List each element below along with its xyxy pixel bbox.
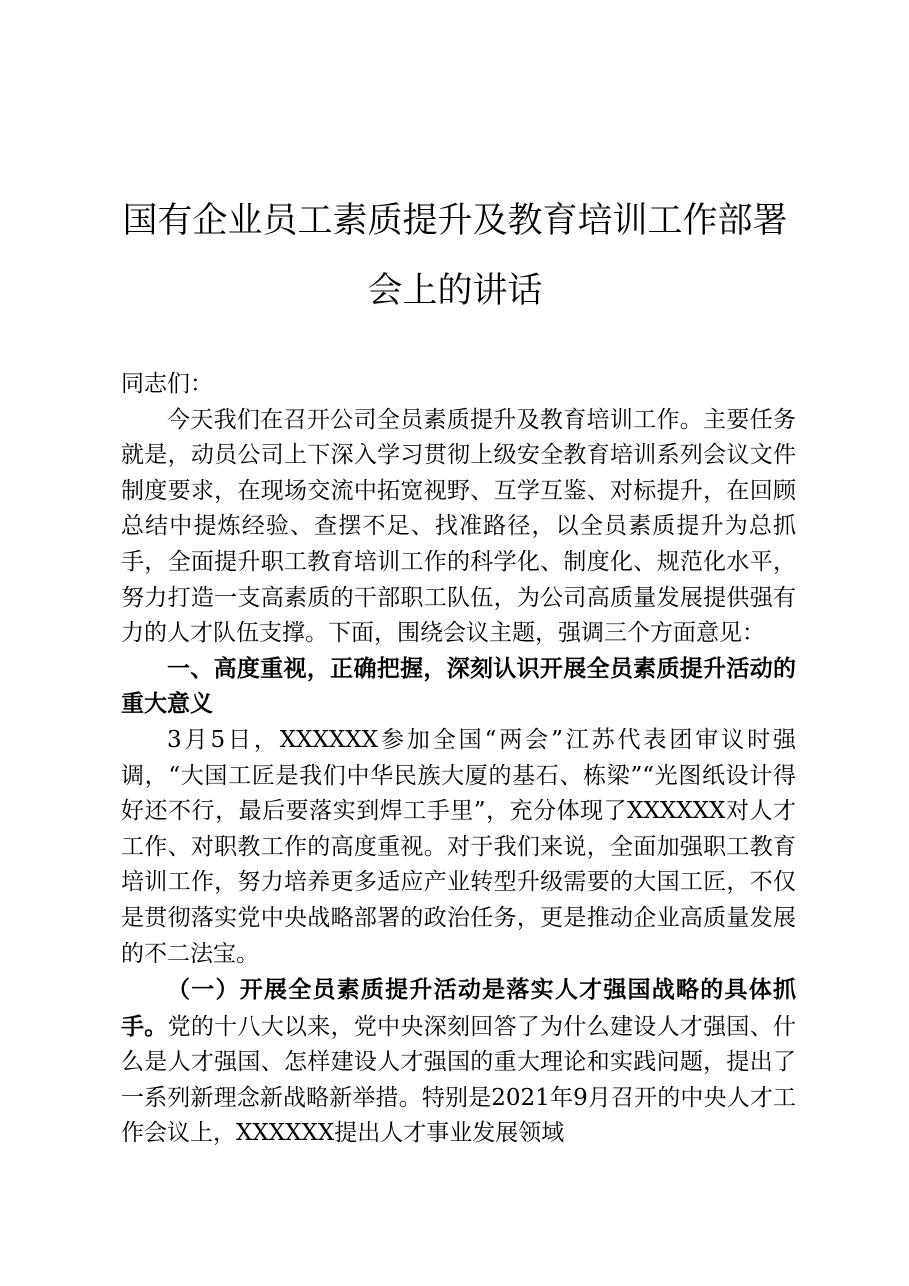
document-body [121,367,796,1152]
paragraph-subsection-1 [121,972,796,1152]
subsection-1-text: 党的十八大以来，党中央深刻回答了为什么建设人才强国、什么是人才强国、怎样建设人才强国的重大理论和实践问题，提出了一系列新理念新战略新举措。特别是2021年9月召开的中央人才工作会议上，XXXXXX提出人才事业发展领域 [121,1013,797,1147]
salutation: 同志们： [121,371,213,397]
paragraph-two-sessions: 3月5日，XXXXXX参加全国“两会”江苏代表团审议时强调，“大国工匠是我们中华民族大厦的基石、栋梁”“光图纸设计得好还不行，最后要落实到焊工手里”，充分体现了XXXXXX对人才工作、对职教工作的高度重视。对于我们来说，全面加强职工教育培训工作，努力培养更多适应产业转型升级需要的大国工匠，不仅是贯彻落实党中央战略部署的政治任务，更是推动企业高质量发展的不二法宝。 [121,726,796,967]
document-title: 国有企业员工素质提升及教育培训工作部署会上的讲话 [122,201,788,311]
section-heading-1: 一、高度重视，正确把握，深刻认识开展全员素质提升活动的重大意义 [121,655,796,718]
paragraph-intro: 今天我们在召开公司全员素质提升及教育培训工作。主要任务就是，动员公司上下深入学习贯彻上级安全教育培训系列会议文件制度要求，在现场交流中拓宽视野、互学互鉴、对标提升，在回顾总结中提炼经验、查摆不足、找准路径，以全员素质提升为总抓手，全面提升职工教育培训工作的科学化、制度化、规范化水平，努力打造一支高素质的干部职工队伍，为公司高质量发展提供强有力的人才队伍支撑。下面，围绕会议主题，强调三个方面意见： [121,406,796,647]
subsection-heading-1: （一）开展全员素质提升活动是落实人才强国战略的具体抓手。 [121,976,796,1040]
